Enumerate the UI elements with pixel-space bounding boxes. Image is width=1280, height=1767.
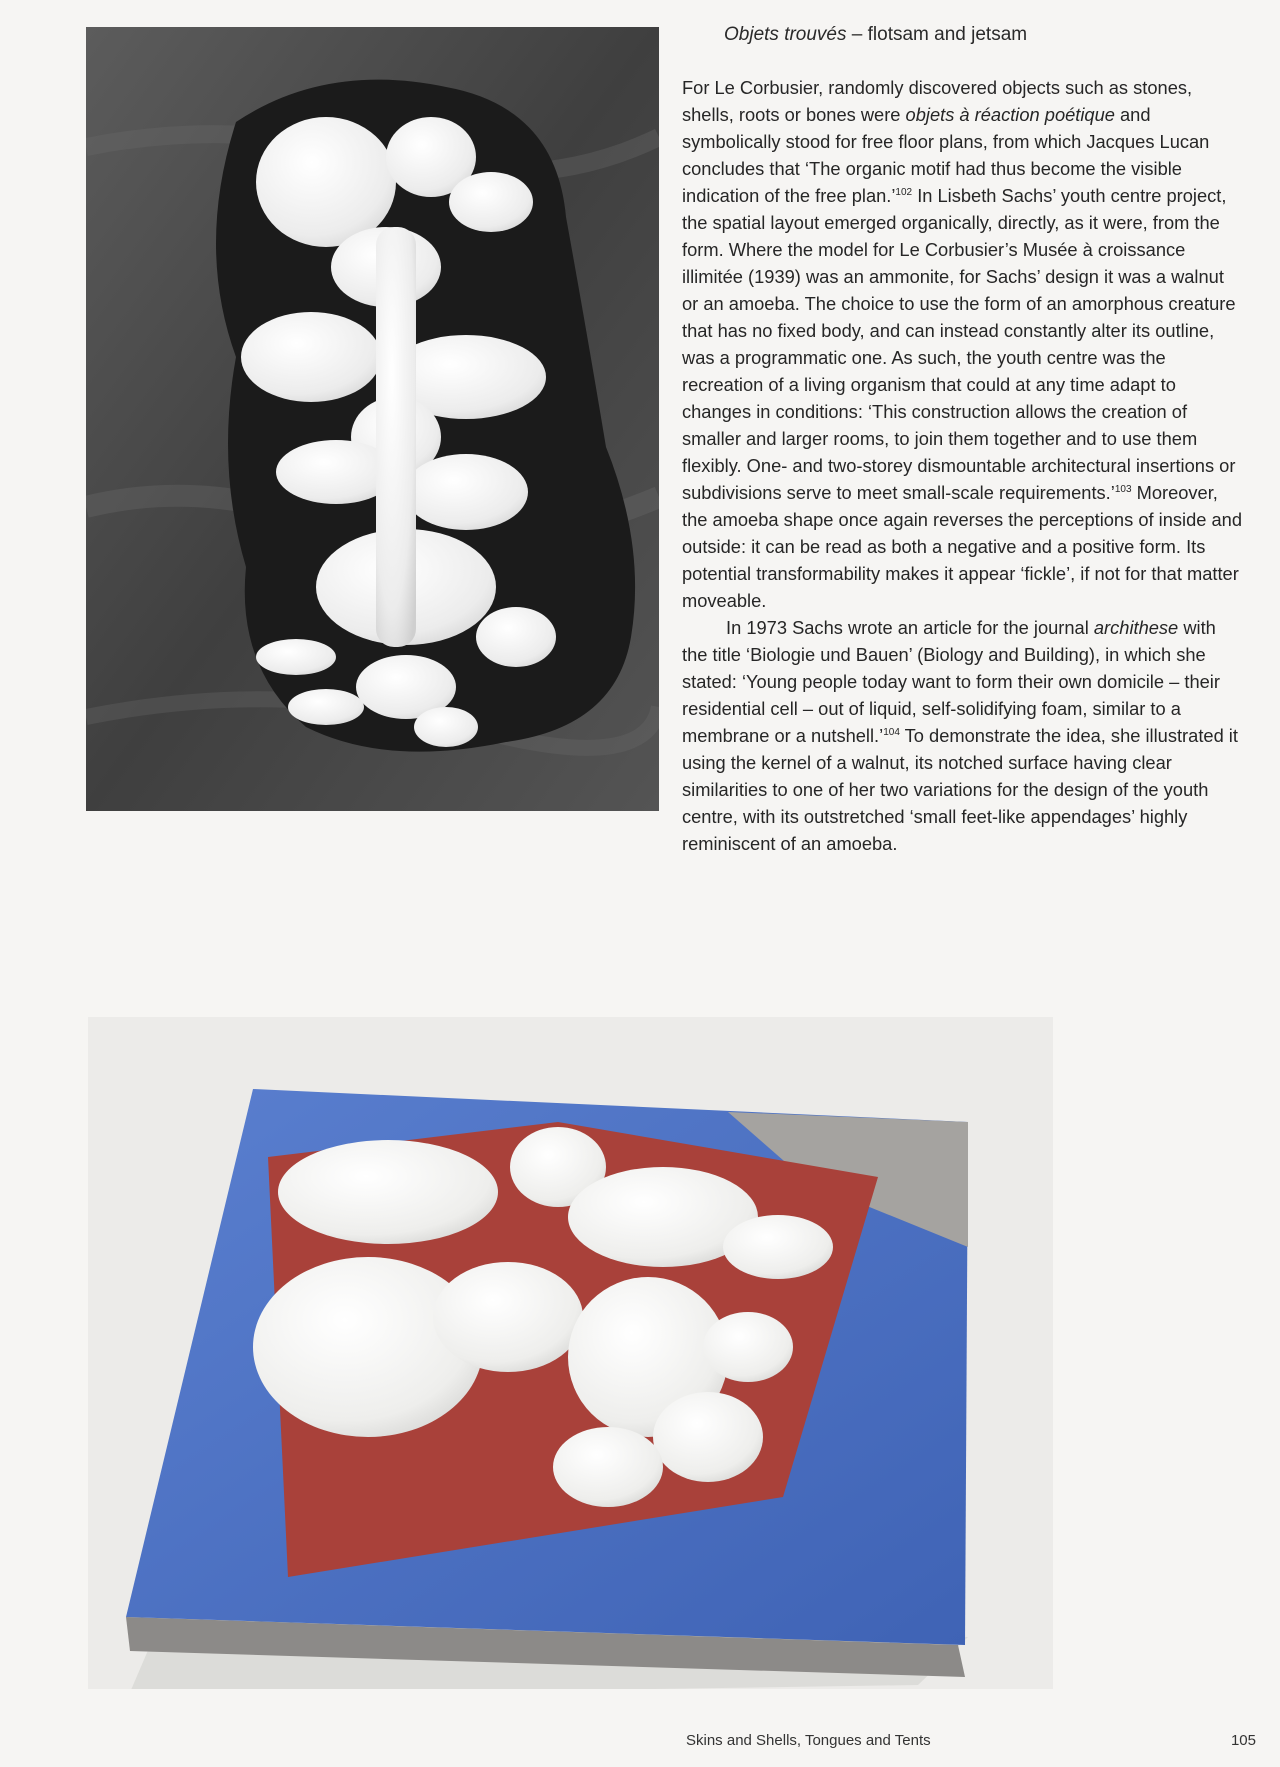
paragraph-1-italic: objets à réaction poétique [905, 104, 1115, 125]
paragraph-1-text-c: In Lisbeth Sachs’ youth centre project, the spatial layout emerged organically, directly, as it were, from the form. Where the model for Le Corbusier’s Musée à croissance illimitée (1939) was an ammonite, for Sachs’ design it was a walnut or an amoeba. The choice to use the form of an amorphous creature that has no fixed body, and can instead constantly alter its outline, was a programmatic one. As such, the youth centre was the recreation of a living organism that could at any time adapt to changes in conditions: ‘This construction allows the creation of smaller and larger rooms, to join them together and to use them flexibly. One- and two-storey dismountable architectural insertions or subdivisions serve to meet small-scale requirements.’ [682, 185, 1236, 503]
footnote-ref-104: 104 [883, 727, 900, 738]
paragraph-2-text-b: with the title ‘Biologie und Bauen’ (Biology and Building), in which she stated: ‘Young people today want to form their own domicile – their residential cell – out of liquid, self-solidifying foam, similar to a membrane or a nutshell.’ [682, 617, 1220, 746]
paragraph-2 [682, 614, 1242, 857]
paragraph-1-text-d: Moreover, the amoeba shape once again reverses the perceptions of inside and outside: it can be read as both a negative and a positive form. Its potential transformability makes it appear ‘fickle’, if not for that matter moveable. [682, 482, 1242, 611]
footnote-ref-103: 103 [1114, 484, 1132, 495]
amoeba-foam-photo-bw-graphic [86, 27, 659, 811]
section-title-italic: Objets trouvés [724, 24, 847, 45]
section-title-rest: – flotsam and jetsam [846, 24, 1028, 45]
amoeba-foam-photo-bw [86, 27, 659, 811]
paragraph-1 [682, 74, 1242, 614]
page-number: 105 [1230, 1732, 1256, 1749]
paragraph-2-italic: archithese [1093, 617, 1179, 638]
section-title [724, 22, 1224, 48]
paragraph-2-text-a: In 1973 Sachs wrote an article for the journal [726, 617, 1094, 638]
running-footer-book-title: Skins and Shells, Tongues and Tents [686, 1732, 931, 1749]
paragraph-2-text-c: To demonstrate the idea, she illustrated it using the kernel of a walnut, its notched surface having clear similarities to one of her two variations for the design of the youth centre, with its outstretched ‘small feet-like appendages’ highly reminiscent of an amoeba. [682, 725, 1238, 854]
paragraph-1-text-b: and symbolically stood for free floor plans, from which Jacques Lucan concludes that ‘The organic motif had thus become the visible indication of the free plan.’ [682, 104, 1210, 206]
paragraph-1-text-a: For Le Corbusier, randomly discovered objects such as stones, shells, roots or bones were [682, 77, 1193, 125]
amoeba-model-photo-colour [88, 1017, 1053, 1689]
amoeba-model-photo-colour-graphic [88, 1017, 1053, 1689]
footnote-ref-102: 102 [895, 187, 913, 198]
body-text-column [682, 74, 1242, 857]
